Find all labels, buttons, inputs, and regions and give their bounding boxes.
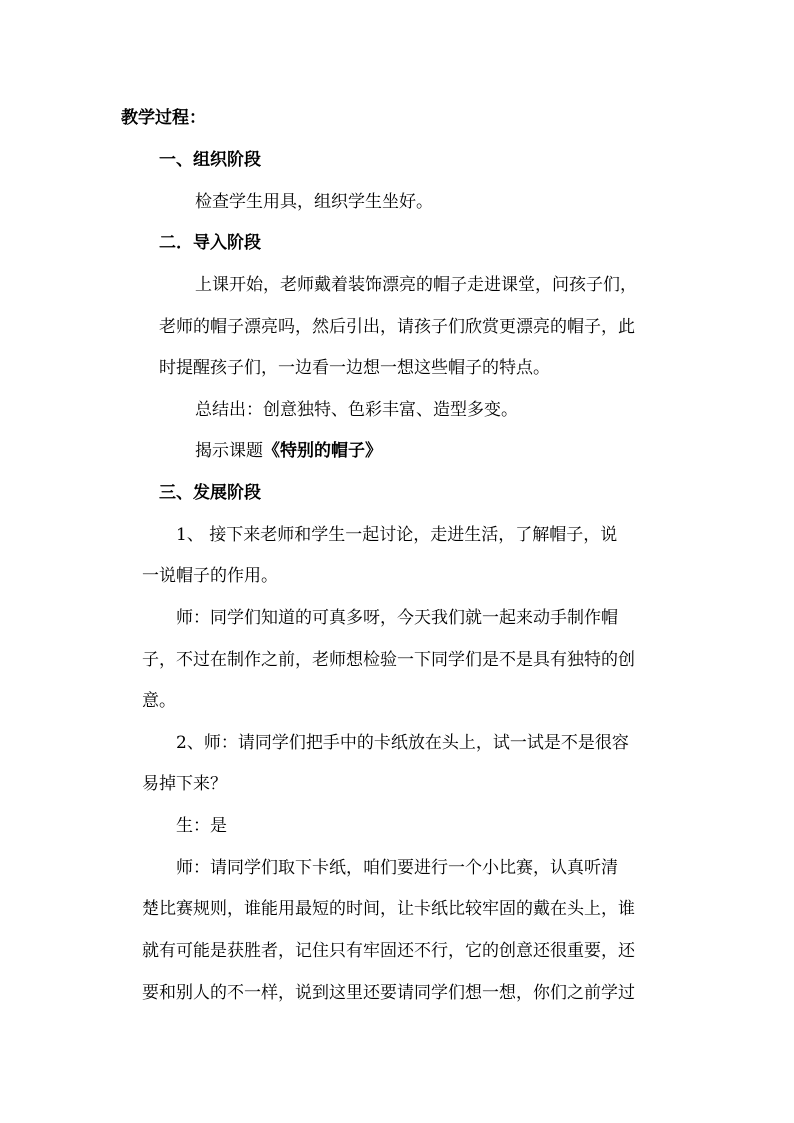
paragraph-line: 1、 接下来老师和学生一起讨论，走进生活，了解帽子，说 — [176, 525, 618, 545]
paragraph-line: 要和别人的不一样，说到这里还要请同学们想一想，你们之前学过 — [142, 983, 635, 1003]
summary-line: 总结出：创意独特、色彩丰富、造型多变。 — [195, 400, 518, 420]
section-title-develop: 三、发展阶段 — [159, 483, 261, 503]
lesson-title: 《特别的帽子》 — [263, 441, 382, 461]
paragraph-line: 就有可能是获胜者，记住只有牢固还不行，它的创意还很重要，还 — [142, 941, 635, 961]
paragraph-line: 时提醒孩子们，一边看一边想一想这些帽子的特点。 — [159, 358, 550, 378]
paragraph-line: 老师的帽子漂亮吗，然后引出，请孩子们欣赏更漂亮的帽子，此 — [159, 317, 635, 337]
paragraph-line: 2、师：请同学们把手中的卡纸放在头上，试一试是不是很容 — [176, 733, 629, 753]
paragraph-line: 生：是 — [176, 816, 227, 836]
section-title-introduce: 二．导入阶段 — [159, 233, 261, 253]
paragraph-line: 检查学生用具，组织学生坐好。 — [195, 192, 433, 212]
paragraph-line: 易掉下来？ — [142, 774, 227, 794]
lesson-title-reveal — [195, 441, 382, 461]
reveal-prefix: 揭示课题 — [195, 441, 263, 461]
paragraph-line: 子，不过在制作之前，老师想检验一下同学们是不是具有独特的创 — [142, 650, 635, 670]
document-heading: 教学过程： — [121, 108, 206, 128]
paragraph-line: 师：同学们知道的可真多呀，今天我们就一起来动手制作帽 — [176, 608, 618, 628]
paragraph-line: 师：请同学们取下卡纸，咱们要进行一个小比赛，认真听清 — [176, 858, 618, 878]
paragraph-line: 楚比赛规则，谁能用最短的时间，让卡纸比较牢固的戴在头上，谁 — [142, 899, 635, 919]
paragraph-line: 一说帽子的作用。 — [142, 566, 278, 586]
paragraph-line: 上课开始，老师戴着装饰漂亮的帽子走进课堂，问孩子们， — [195, 275, 637, 295]
section-title-organize: 一、组织阶段 — [159, 150, 261, 170]
paragraph-line: 意。 — [142, 691, 176, 711]
